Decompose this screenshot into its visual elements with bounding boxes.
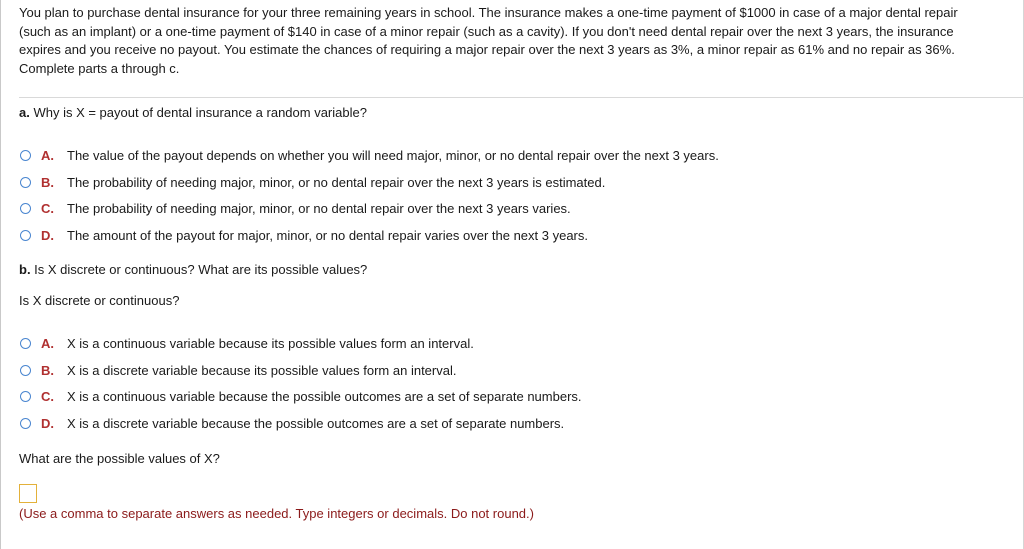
part-b-option-c[interactable] [19, 387, 582, 405]
option-letter: A. [41, 147, 54, 163]
radio-button[interactable] [20, 365, 31, 376]
radio-button[interactable] [20, 177, 31, 188]
part-a-text: Why is X = payout of dental insurance a random variable? [29, 105, 367, 120]
option-text: X is a discrete variable because its possible values form an interval. [67, 362, 457, 378]
input-hint: (Use a comma to separate answers as needed. Type integers or decimals. Do not round.) [19, 506, 534, 521]
radio-button[interactable] [20, 230, 31, 241]
problem-line: expires and you receive no payout. You estimate the chances of requiring a major repair over the next 3 years as 3%, a minor repair as 61% and no repair as 36%. [19, 42, 955, 57]
radio-button[interactable] [20, 418, 31, 429]
part-a-option-d[interactable] [19, 226, 588, 244]
part-b-text: Is X discrete or continuous? What are its possible values? [30, 262, 368, 277]
part-b-option-b[interactable] [19, 361, 456, 379]
option-letter: A. [41, 335, 54, 351]
part-a-label: a. [19, 105, 30, 120]
option-letter: D. [41, 227, 54, 243]
option-text: X is a continuous variable because its possible values form an interval. [67, 335, 474, 351]
option-text: The probability of needing major, minor, or no dental repair over the next 3 years is estimated. [67, 174, 606, 190]
option-letter: B. [41, 362, 54, 378]
part-a-question [19, 105, 367, 121]
option-letter: C. [41, 200, 54, 216]
part-b-option-a[interactable] [19, 334, 474, 352]
problem-line: Complete parts a through c. [19, 60, 180, 76]
possible-values-question: What are the possible values of X? [19, 451, 220, 466]
radio-button[interactable] [20, 150, 31, 161]
part-b-label: b. [19, 262, 31, 277]
option-text: The amount of the payout for major, minor, or no dental repair varies over the next 3 years. [67, 227, 588, 243]
option-text: X is a discrete variable because the possible outcomes are a set of separate numbers. [67, 415, 565, 431]
divider [19, 97, 1024, 98]
radio-button[interactable] [20, 203, 31, 214]
option-text: The probability of needing major, minor, or no dental repair over the next 3 years varies. [67, 200, 571, 216]
part-a-option-c[interactable] [19, 199, 571, 217]
left-border [0, 0, 1, 549]
option-text: X is a continuous variable because the possible outcomes are a set of separate numbers. [67, 388, 582, 404]
part-b-question [19, 262, 367, 278]
possible-values-input[interactable] [19, 484, 37, 503]
problem-statement [19, 4, 1024, 78]
part-a-option-b[interactable] [19, 173, 605, 191]
option-letter: C. [41, 388, 54, 404]
part-b-subquestion: Is X discrete or continuous? [19, 293, 180, 308]
option-letter: B. [41, 174, 54, 190]
option-text: The value of the payout depends on whether you will need major, minor, or no dental repair over the next 3 years. [67, 147, 719, 163]
problem-line: (such as an implant) or a one-time payment of $140 in case of a minor repair (such as a cavity). If you don't need dental repair over the next 3 years, the insurance [19, 23, 954, 39]
problem-line: You plan to purchase dental insurance for your three remaining years in school. The insurance makes a one-time payment of $1000 in case of a major dental repair [19, 5, 958, 20]
radio-button[interactable] [20, 338, 31, 349]
part-a-option-a[interactable] [19, 146, 719, 164]
option-letter: D. [41, 415, 54, 431]
part-b-option-d[interactable] [19, 414, 564, 432]
radio-button[interactable] [20, 391, 31, 402]
